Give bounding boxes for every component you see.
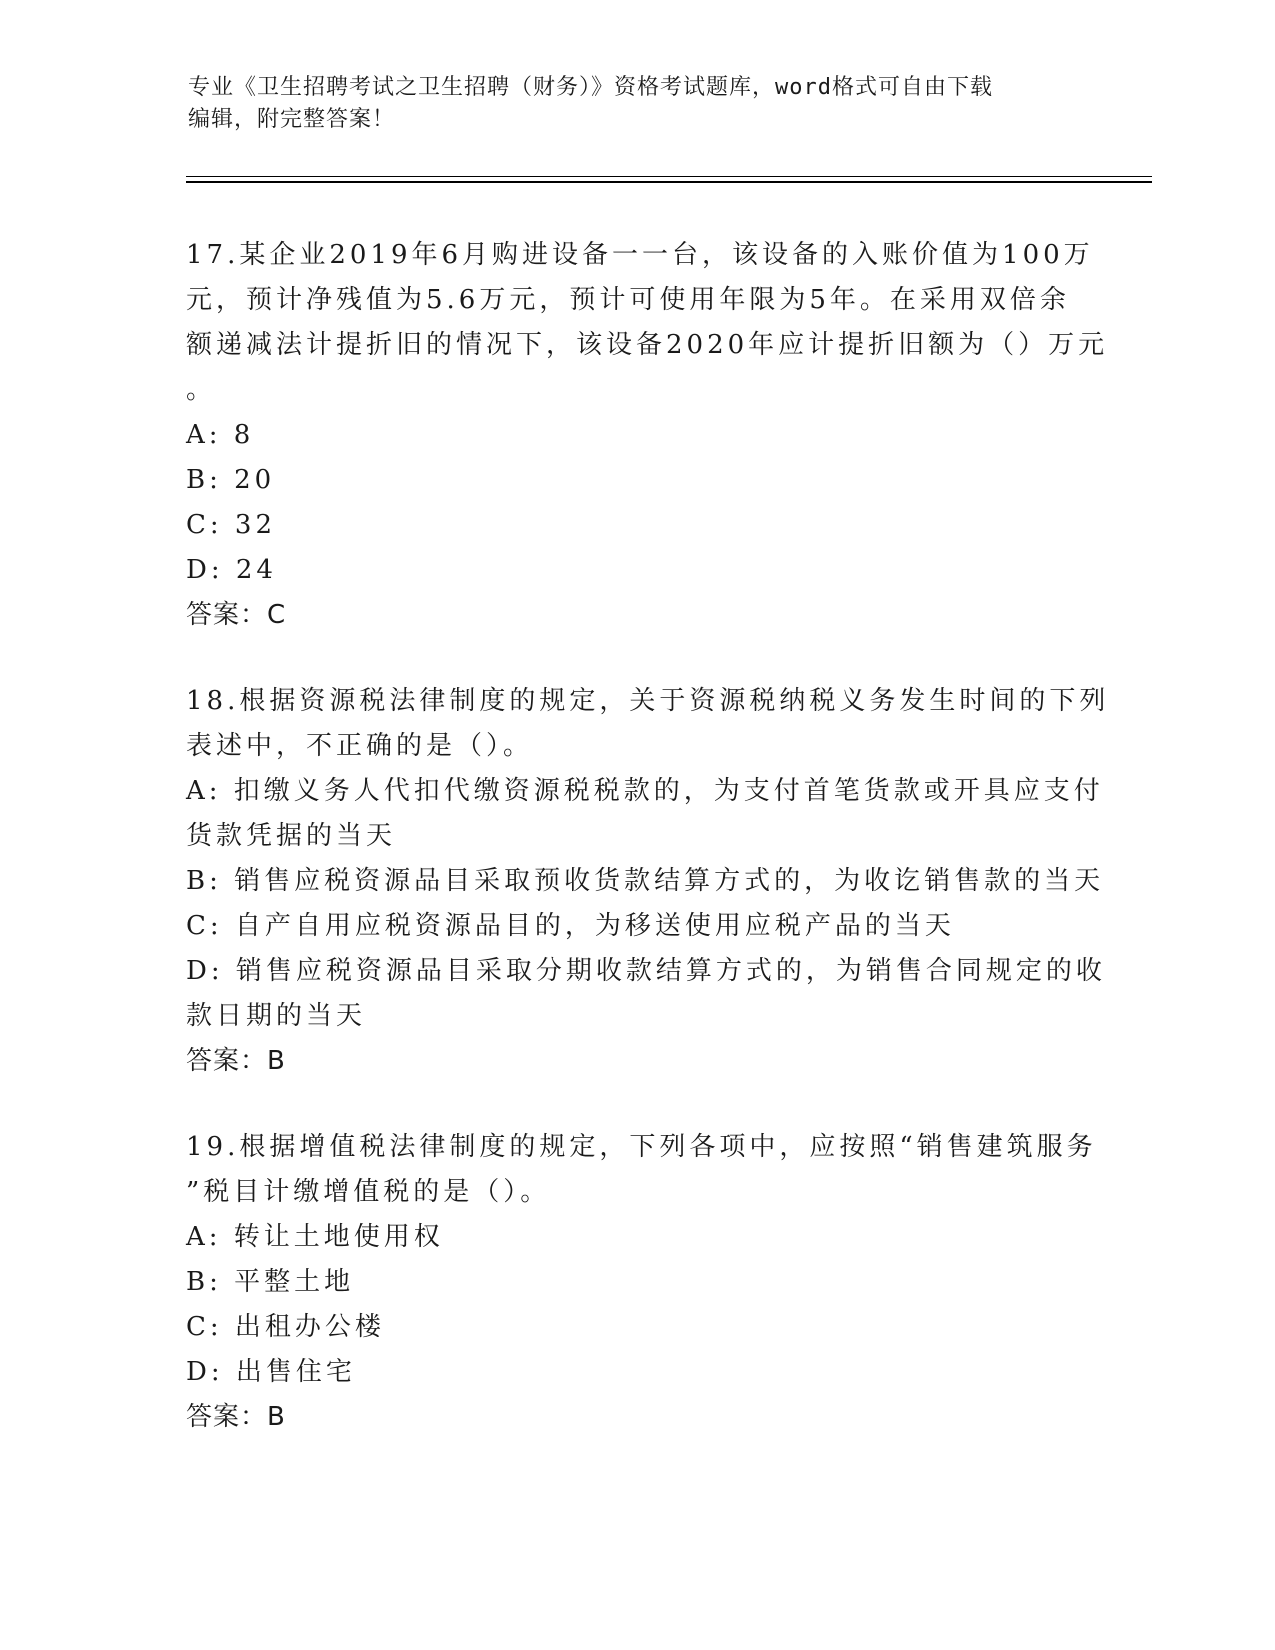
option-a: A: 8 — [186, 420, 255, 450]
question-text-line: 。 — [186, 375, 217, 405]
answer-label: 答案：B — [186, 1046, 286, 1076]
option-c: C: 自产自用应税资源品目的，为移送使用应税产品的当天 — [186, 911, 955, 941]
question-text-line: ”税目计缴增值税的是（）。 — [186, 1177, 551, 1207]
answer-label: 答案：C — [186, 600, 287, 630]
answer-label: 答案：B — [186, 1402, 286, 1432]
option-b: B: 平整土地 — [186, 1267, 355, 1297]
question-list — [186, 233, 1110, 1481]
option-d: D: 出售住宅 — [186, 1357, 356, 1387]
question-text-line: 17.某企业2019年6月购进设备一一台，该设备的入账价值为100万 — [186, 240, 1094, 270]
option-a-continued: 货款凭据的当天 — [186, 821, 397, 851]
option-d: D: 24 — [186, 555, 277, 585]
option-c: C: 出租办公楼 — [186, 1312, 385, 1342]
header-divider-thin — [186, 176, 1152, 177]
option-d-continued: 款日期的当天 — [186, 1001, 367, 1031]
option-b: B: 20 — [186, 465, 276, 495]
option-a: A: 扣缴义务人代扣代缴资源税税款的，为支付首笔货款或开具应支付 — [186, 776, 1104, 806]
option-d: D: 销售应税资源品目采取分期收款结算方式的，为销售合同规定的收 — [186, 956, 1106, 986]
question-text-line: 元，预计净残值为5.6万元，预计可使用年限为5年。在采用双倍余 — [186, 285, 1070, 315]
question-text-line: 18.根据资源税法律制度的规定，关于资源税纳税义务发生时间的下列 — [186, 686, 1110, 716]
document-header — [188, 72, 1088, 136]
question-18 — [186, 679, 1110, 1084]
question-text-line: 19.根据增值税法律制度的规定，下列各项中，应按照“销售建筑服务 — [186, 1132, 1097, 1162]
question-text-line: 额递减法计提折旧的情况下，该设备2020年应计提折旧额为（）万元 — [186, 330, 1109, 360]
question-17 — [186, 233, 1109, 638]
header-line-2: 编辑，附完整答案！ — [188, 107, 396, 132]
header-line-1: 专业《卫生招聘考试之卫生招聘（财务）》资格考试题库，word格式可自由下载 — [188, 75, 993, 100]
option-a: A: 转让土地使用权 — [186, 1222, 444, 1252]
option-c: C: 32 — [186, 510, 277, 540]
header-divider-thick — [186, 181, 1152, 183]
question-19 — [186, 1125, 1097, 1440]
option-b: B: 销售应税资源品目采取预收货款结算方式的，为收讫销售款的当天 — [186, 866, 1105, 896]
question-text-line: 表述中，不正确的是（）。 — [186, 731, 534, 761]
